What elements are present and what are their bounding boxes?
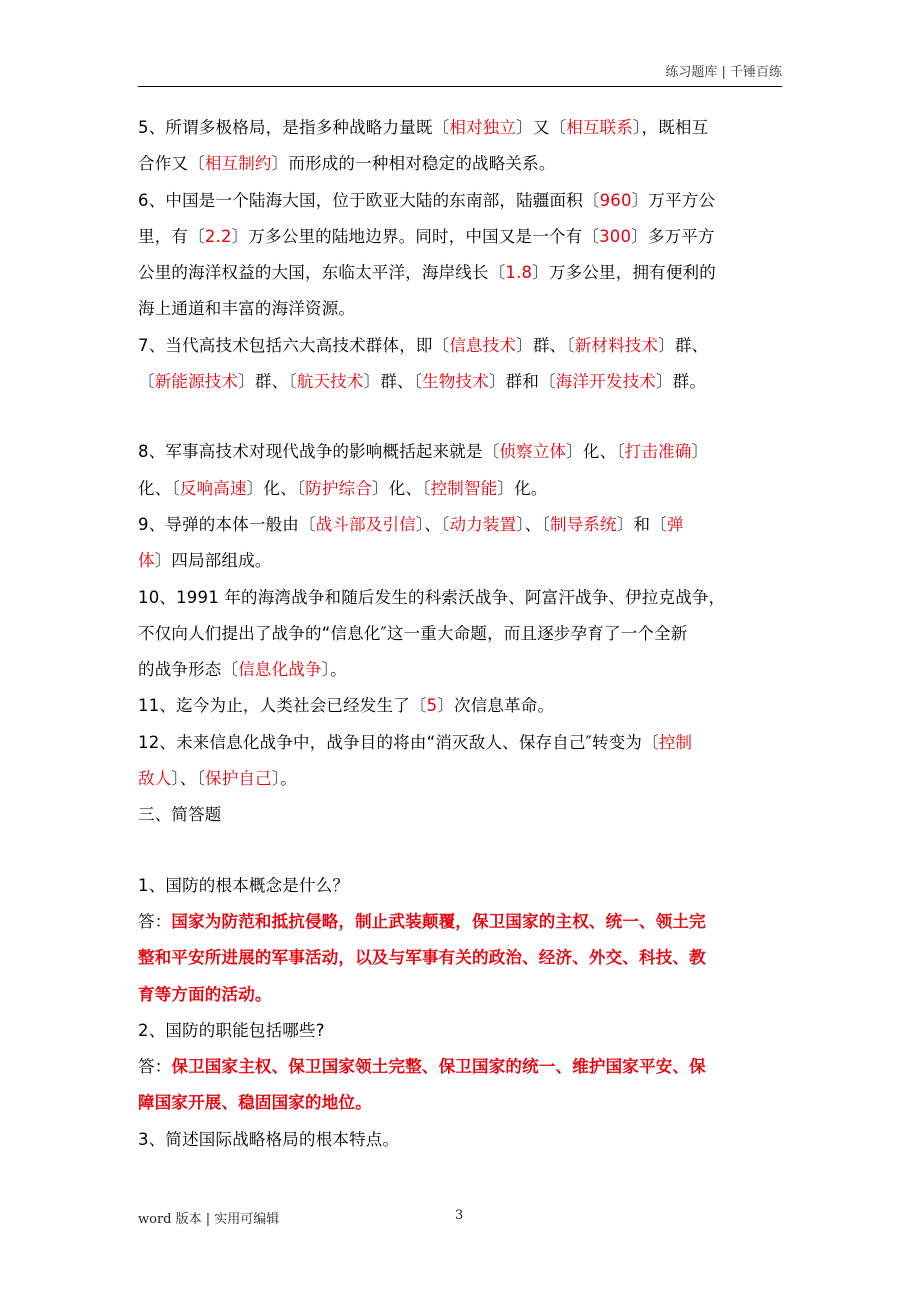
- text-line: [138, 797, 782, 833]
- page-footer: word 版本 | 实用可编辑: [138, 1212, 280, 1227]
- question-text: 合作又〔: [138, 154, 205, 174]
- page-header: 练习题库 | 千锤百练: [138, 62, 782, 87]
- answer-text: 保卫国家主权、保卫国家领土完整、保卫国家的统一、维护国家平安、保: [171, 1057, 706, 1077]
- question-text: 〕、〔: [171, 769, 206, 789]
- question-text: 的战争形态〔: [138, 660, 239, 680]
- question-text: 公里的海洋权益的大国，东临太平洋，海岸线长〔: [138, 263, 506, 283]
- text-line: [138, 507, 782, 543]
- answer-text: 动力装置: [449, 514, 517, 534]
- question-text: 〕四局部组成。: [154, 551, 272, 571]
- text-line: [138, 328, 782, 364]
- question-text: 〕和〔: [616, 514, 667, 534]
- text-line: [138, 183, 782, 219]
- question-text: 三、简答题: [138, 805, 222, 825]
- answer-text: 侦察立体: [499, 442, 567, 462]
- question-text: 11、迄今为止，人类社会已经发生了〔: [138, 696, 427, 716]
- answer-text: 960: [599, 190, 632, 210]
- text-line: [138, 110, 782, 146]
- text-line: [138, 1085, 782, 1121]
- text-line: [138, 364, 782, 400]
- text-line: [138, 291, 782, 327]
- text-line: [138, 652, 782, 688]
- answer-text: 防护综合: [305, 478, 373, 498]
- question-text: 〕万平方公: [631, 190, 716, 210]
- answer-text: 新能源技术: [154, 372, 239, 392]
- text-line: [138, 434, 782, 470]
- text-line: [138, 616, 782, 652]
- question-text: 〕群、〔: [238, 372, 297, 392]
- question-text: 化、〔: [138, 478, 180, 498]
- answer-text: 新材料技术: [574, 335, 659, 355]
- question-text: 〕，既相互: [633, 118, 709, 137]
- text-line: [138, 219, 782, 255]
- text-line: [138, 868, 782, 904]
- text-line: [138, 904, 782, 940]
- question-text: 里，有〔: [138, 226, 205, 246]
- text-line: [138, 255, 782, 291]
- question-text: 〕化。: [497, 478, 548, 498]
- answer-text: 信息化战争: [238, 660, 322, 680]
- question-text: 〕群和〔: [488, 372, 556, 392]
- answer-text: 制导系统: [549, 514, 617, 534]
- answer-text: 国家为防范和抵抗侵略，制止武装颠覆，保卫国家的主权、统一、领土完: [171, 911, 706, 931]
- answer-text: 生物技术: [422, 372, 489, 392]
- text-line: [138, 1013, 782, 1049]
- question-text: 〕次信息革命。: [437, 696, 555, 716]
- answer-text: 控制: [658, 732, 693, 752]
- question-text: 〕。: [271, 769, 297, 789]
- question-text: 〕化、〔: [566, 442, 625, 462]
- text-line: [138, 580, 782, 616]
- question-text: 〕化、〔: [246, 478, 306, 498]
- question-text: 〕万多公里的陆地边界。同时，中国又是一个有〔: [231, 226, 600, 246]
- question-text: 〕群、: [658, 335, 709, 355]
- question-text: 〕又〔: [516, 118, 567, 137]
- question-text: 答：: [138, 1057, 172, 1077]
- question-text: 〕、〔: [415, 514, 450, 534]
- question-text: 不仅向人们提出了战争的“信息化″这一重大命题，而且逐步孕育了一个全新: [138, 623, 688, 643]
- answer-text: 相互制约: [204, 154, 272, 174]
- text-line: [138, 688, 782, 724]
- answer-text: 敌人: [138, 769, 172, 789]
- question-text: 〕。: [321, 660, 347, 680]
- answer-text: 整和平安所进展的军事活动，以及与军事有关的政治、经济、外交、科技、教: [138, 948, 706, 968]
- text-line: [138, 543, 782, 579]
- question-text: 〕群、〔: [363, 372, 423, 392]
- question-text: 〕万多公里，拥有便利的: [532, 263, 716, 283]
- question-text: 〕群。: [655, 372, 707, 392]
- text-line: [138, 1122, 782, 1158]
- answer-text: 障国家开展、稳固国家的地位。: [138, 1093, 372, 1113]
- question-text: 〕、〔: [516, 514, 550, 534]
- answer-text: 相对独立: [449, 118, 517, 137]
- answer-text: 反响高速: [179, 478, 247, 498]
- text-line: [138, 471, 782, 507]
- answer-text: 控制智能: [430, 478, 498, 498]
- answer-text: 300: [599, 226, 632, 246]
- question-text: 8、军事高技术对现代战争的影响概括起来就是〔: [138, 442, 500, 462]
- text-line: [138, 977, 782, 1013]
- question-text: 12、未来信息化战争中，战争目的将由“消灭敌人、保存自己″转变为〔: [138, 732, 659, 752]
- answer-text: 5: [426, 696, 438, 716]
- answer-text: 1.8: [505, 263, 533, 283]
- question-text: 〕: [691, 442, 709, 462]
- question-text: 9、导弹的本体一般由〔: [138, 514, 316, 534]
- text-line: [138, 940, 782, 976]
- question-text: 3、简述国际战略格局的根本特点。: [138, 1129, 400, 1149]
- answer-text: 海洋开发技术: [555, 372, 656, 392]
- document-body: [138, 110, 782, 1158]
- text-line: [138, 146, 782, 182]
- answer-text: 打击准确: [624, 442, 692, 462]
- text-line: [138, 1049, 782, 1085]
- question-text: 2、国防的职能包括哪些?: [138, 1020, 325, 1040]
- answer-text: 2.2: [204, 226, 232, 246]
- question-text: 答：: [138, 911, 172, 931]
- question-text: 海上通道和丰富的海洋资源。: [138, 299, 356, 319]
- text-line: [138, 725, 782, 761]
- question-text: 1、国防的根本概念是什么？: [138, 875, 350, 895]
- answer-text: 保护自己: [205, 769, 272, 789]
- answer-text: 育等方面的活动。: [138, 984, 272, 1004]
- question-text: 7、当代高技术包括六大高技术群体，即〔: [138, 335, 450, 355]
- question-text: 5、所谓多极格局，是指多种战略力量既〔: [138, 118, 450, 137]
- question-text: 6、中国是一个陆海大国，位于欧亚大陆的东南部，陆疆面积〔: [138, 190, 600, 210]
- page-number: 3: [455, 1208, 464, 1223]
- question-text: 〕多万平方: [631, 226, 715, 246]
- answer-text: 相互联系: [566, 118, 634, 137]
- answer-text: 弹: [666, 514, 684, 534]
- question-text: 〕而形成的一种相对稳定的战略关系。: [271, 154, 556, 174]
- answer-text: 战斗部及引信: [315, 514, 416, 534]
- question-text: 〕化、〔: [372, 478, 431, 498]
- question-text: 10、1991 年的海湾战争和随后发生的科索沃战争、阿富汗战争、伊拉克战争，: [138, 587, 726, 607]
- answer-text: 航天技术: [296, 372, 364, 392]
- question-text: 〔: [138, 372, 155, 392]
- answer-text: 信息技术: [449, 335, 517, 355]
- question-text: 〕群、〔: [516, 335, 575, 355]
- answer-text: 体: [138, 551, 155, 571]
- text-line: [138, 761, 782, 797]
